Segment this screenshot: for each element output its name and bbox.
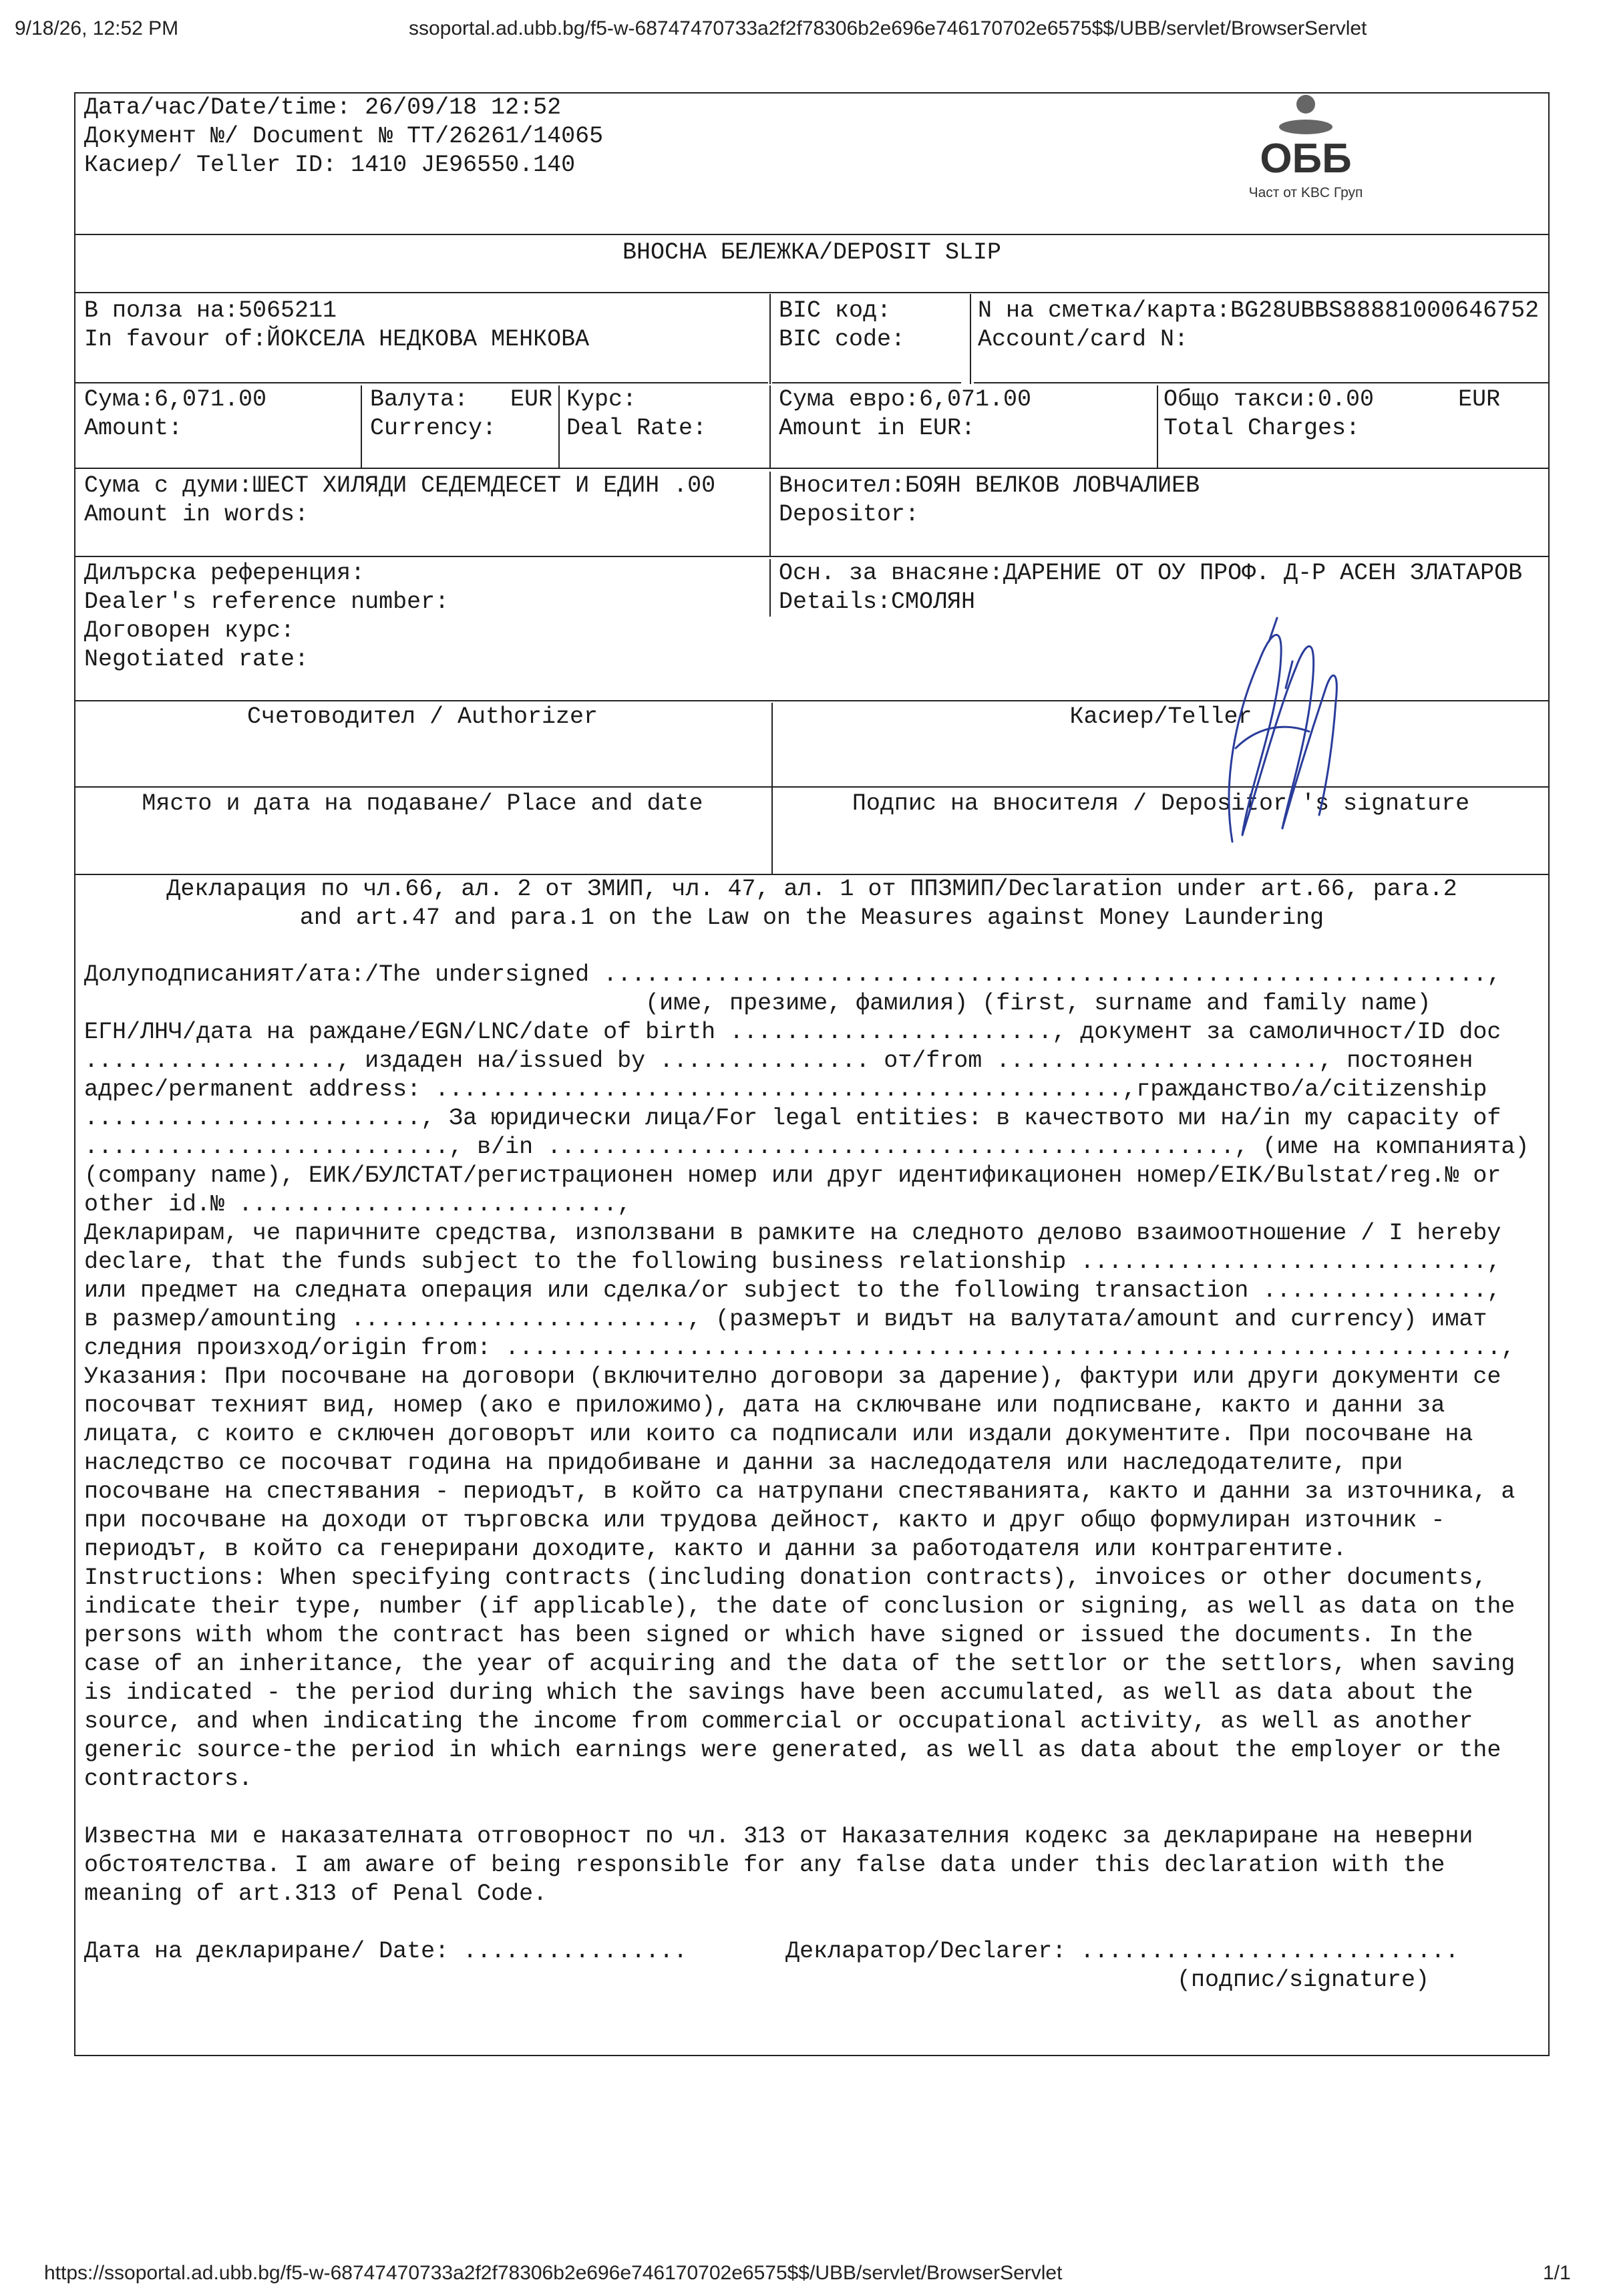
divider-details — [769, 559, 771, 617]
declaration-date-line: Дата на деклариране/ Date: ................ Декларатор/Declarer: ........................... — [84, 1938, 1459, 1965]
depositor-label-en: Depositor: — [779, 501, 920, 528]
declaration-title-line-2: and art.47 and para.1 on the Law on the Measures against Money Laundering — [299, 905, 1324, 931]
amount-in-words-label-en: Amount in words: — [84, 501, 309, 528]
declaration-body-line: .........................., в/in ................................................., (име на компанията) — [84, 1134, 1530, 1160]
amount-in-words: Сума с думи:ШЕСТ ХИЛЯДИ СЕДЕМДЕСЕТ И ЕДИН .00 — [84, 472, 716, 499]
declaration-body-line: other id.№ ..........................., — [84, 1191, 632, 1218]
place-date-label: Място и дата на подаване/ Place and date — [142, 790, 703, 817]
currency-value: Валута: EUR — [370, 386, 553, 413]
deposit-details: Осн. за внасяне:ДАРЕНИЕ ОТ ОУ ПРОФ. Д-Р АСЕН ЗЛАТАРОВ — [779, 560, 1523, 587]
liability-line: обстоятелства. I am aware of being responsible for any false data under this declaration with the — [84, 1852, 1445, 1878]
declaration-title-line-1: Декларация по чл.66, ал. 2 от ЗМИП, чл. 47, ал. 1 от ППЗМИП/Declaration under art.66, para.2 — [166, 876, 1457, 903]
account-label-en: Account/card N: — [978, 326, 1189, 353]
instructions-en-line: contractors. — [84, 1766, 253, 1792]
depositor-signature-label: Подпис на вносителя / Depositor 's signature — [852, 790, 1470, 817]
declaration-body-line: (company name), ЕИК/БУЛСТАТ/регистрационен номер или друг идентификационен номер/EIK/Bulstat/reg.№ or — [84, 1162, 1501, 1189]
declaration-body-line: адрес/permanent address: .................................................,гражданство/а/citizenship — [84, 1076, 1487, 1103]
rate-label-bg: Курс: — [566, 386, 637, 413]
signature-caption: (подпис/signature) — [1177, 1967, 1430, 1993]
instructions-bg-line: при посочване на доходи от търговска или трудова дейност, както и друг общо формулиран източник - — [84, 1507, 1445, 1534]
instructions-bg-line: Указания: При посочване на договори (включително договори за дарение), фактури или други документи се — [84, 1363, 1501, 1390]
dealer-reference-bg: Дилърска референция: — [84, 560, 365, 587]
document-number-line: Документ №/ Document № TT/26261/14065 — [84, 123, 604, 150]
declaration-body-line: следния произход/origin from: ......................................................................., — [84, 1335, 1515, 1361]
divider-rate — [558, 385, 560, 469]
print-page-count: 1/1 — [1543, 2262, 1571, 2284]
rule-bic-bottom — [772, 382, 961, 383]
declaration-body-line: Декларирам, че паричните средства, използвани в рамките на следното делово взаимоотношение / I hereby — [84, 1220, 1501, 1247]
rule-amount-bottom — [75, 468, 1548, 469]
ubb-logo — [1239, 94, 1373, 207]
instructions-bg-line: периодът, в който са генерирани доходите, както и данни за работодателя или контрагентите. — [84, 1536, 1347, 1563]
authorizer-label: Счетоводител / Authorizer — [246, 703, 598, 730]
divider-account — [970, 294, 971, 384]
instructions-en-line: generic source-the period in which earnings were generated, as well as data about the employer or the — [84, 1737, 1501, 1764]
divider-charges — [1157, 385, 1158, 469]
logo-wordmark: ОББ — [1260, 136, 1352, 182]
logo-tagline: Част от KBC Груп — [1248, 185, 1363, 200]
print-datetime: 9/18/26, 12:52 PM — [15, 17, 179, 39]
negotiated-rate-bg: Договорен курс: — [84, 617, 295, 644]
dealer-reference-en: Dealer's reference number: — [84, 589, 450, 615]
slip-title: ВНОСНА БЕЛЕЖКА/DEPOSIT SLIP — [622, 239, 1002, 266]
liability-line: meaning of art.313 of Penal Code. — [84, 1880, 548, 1907]
declaration-body-line: .................., издаден на/issued by ............... от/from ......................., постоянен — [84, 1047, 1473, 1074]
frame-bottom-rule — [75, 2055, 1548, 2056]
frame-right-rule — [1548, 92, 1550, 2056]
declaration-body-line: declare, that the funds subject to the following business relationship ............................., — [84, 1249, 1501, 1275]
bic-label-bg: BIC код: — [779, 297, 892, 324]
amount-eur-value: Сума евро:6,071.00 — [779, 386, 1032, 413]
rule-title-top — [75, 234, 1548, 235]
amount-label-en: Amount: — [84, 415, 183, 442]
declaration-body-line: в размер/amounting ........................, (размерът и видът на валутата/amount and currency) имат — [84, 1306, 1487, 1333]
instructions-bg-line: лицата, с които е сключен договорът или които са подписали или издали документите. При посочване на — [84, 1421, 1473, 1448]
instructions-bg-line: посочват техният вид, номер (ако е приложимо), дата на сключване или подписване, както и данни за — [84, 1392, 1445, 1419]
divider-bic — [769, 294, 771, 384]
divider-teller — [771, 703, 773, 875]
instructions-en-line: case of an inheritance, the year of acquiring and the data of the settlor or the settlors, when saving — [84, 1651, 1515, 1677]
datetime-line: Дата/час/Date/time: 26/09/18 12:52 — [84, 94, 562, 121]
beneficiary-name: In favour of:ЙОКСЕЛА НЕДКОВА МЕНКОВА — [84, 326, 590, 353]
instructions-en-line: indicate their type, number (if applicable), the date of conclusion or signing, as well as data on the — [84, 1593, 1515, 1620]
depositor-name: Вносител:БОЯН ВЕЛКОВ ЛОВЧАЛИЕВ — [779, 472, 1200, 499]
rule-account-bottom — [974, 382, 1548, 383]
declaration-body-line: ЕГН/ЛНЧ/дата на раждане/EGN/LNC/date of birth ......................., документ за самоличност/ID doc — [84, 1019, 1501, 1045]
rule-words-bottom — [75, 556, 1548, 557]
print-url-top: ssoportal.ad.ubb.bg/f5-w-68747470733a2f2f78306b2e696e746170702e6575$$/UBB/servlet/BrowserServlet — [409, 17, 1367, 39]
instructions-en-line: source, and when indicating the income from commercial or occupational activity, as well as another — [84, 1708, 1473, 1735]
frame-left-rule — [74, 92, 75, 2056]
rate-label-en: Deal Rate: — [566, 415, 707, 442]
declaration-body-line: Долуподписаният/ата:/The undersigned ..............................................................., — [84, 961, 1501, 988]
teller-signature — [1196, 615, 1349, 855]
declaration-body-line: ........................, За юридически лица/For legal entities: в качеството ми на/in my capacity of — [84, 1105, 1501, 1132]
beneficiary-code: В полза на:5065211 — [84, 297, 337, 324]
liability-line: Известна ми е наказателната отговорност по чл. 313 от Наказателния кодекс за деклариране на неверни — [84, 1823, 1473, 1850]
instructions-en-line: persons with whom the contract has been signed or which have signed or issued the documents. In the — [84, 1622, 1473, 1649]
amount-eur-label-en: Amount in EUR: — [779, 415, 976, 442]
amount-value: Сума:6,071.00 — [84, 386, 267, 413]
divider-depositor — [769, 472, 771, 557]
instructions-en-line: is indicated - the period during which the savings have been accumulated, as well as data about the — [84, 1679, 1473, 1706]
divider-currency — [361, 385, 362, 469]
divider-amount-eur — [769, 385, 771, 469]
total-charges-value: Общо такси:0.00 EUR — [1164, 386, 1501, 413]
negotiated-rate-en: Negotiated rate: — [84, 646, 309, 673]
declaration-body-line: или предмет на следната операция или сделка/or subject to the following transaction ................, — [84, 1277, 1501, 1304]
instructions-en-line: Instructions: When specifying contracts (including donation contracts), invoices or other documents, — [84, 1565, 1487, 1591]
bic-label-en: BIC code: — [779, 326, 906, 353]
print-url-bottom: https://ssoportal.ad.ubb.bg/f5-w-68747470733a2f2f78306b2e696e746170702e6575$$/UBB/servlet/BrowserServlet — [44, 2262, 1063, 2284]
account-number: N на сметка/карта:BG28UBBS88881000646752 — [978, 297, 1540, 324]
total-charges-label-en: Total Charges: — [1164, 415, 1361, 442]
rule-beneficiary-bottom — [75, 382, 768, 383]
deposit-details-city: Details:СМОЛЯН — [779, 589, 976, 615]
teller-label: Касиер/Teller — [1069, 703, 1252, 730]
instructions-bg-line: посочване на спестявания - периодът, в който са натрупани спестяванията, както и данни за източника, а — [84, 1478, 1515, 1505]
instructions-bg-line: наследство се посочват година на придобиване и данни за наследодателя или наследодателите, при — [84, 1450, 1403, 1476]
currency-label-en: Currency: — [370, 415, 497, 442]
declaration-body-line: (име, презиме, фамилия) (first, surname and family name) — [84, 990, 1431, 1017]
rule-title-bottom — [75, 292, 1548, 293]
teller-id-line: Касиер/ Teller ID: 1410 JE96550.140 — [84, 152, 576, 178]
